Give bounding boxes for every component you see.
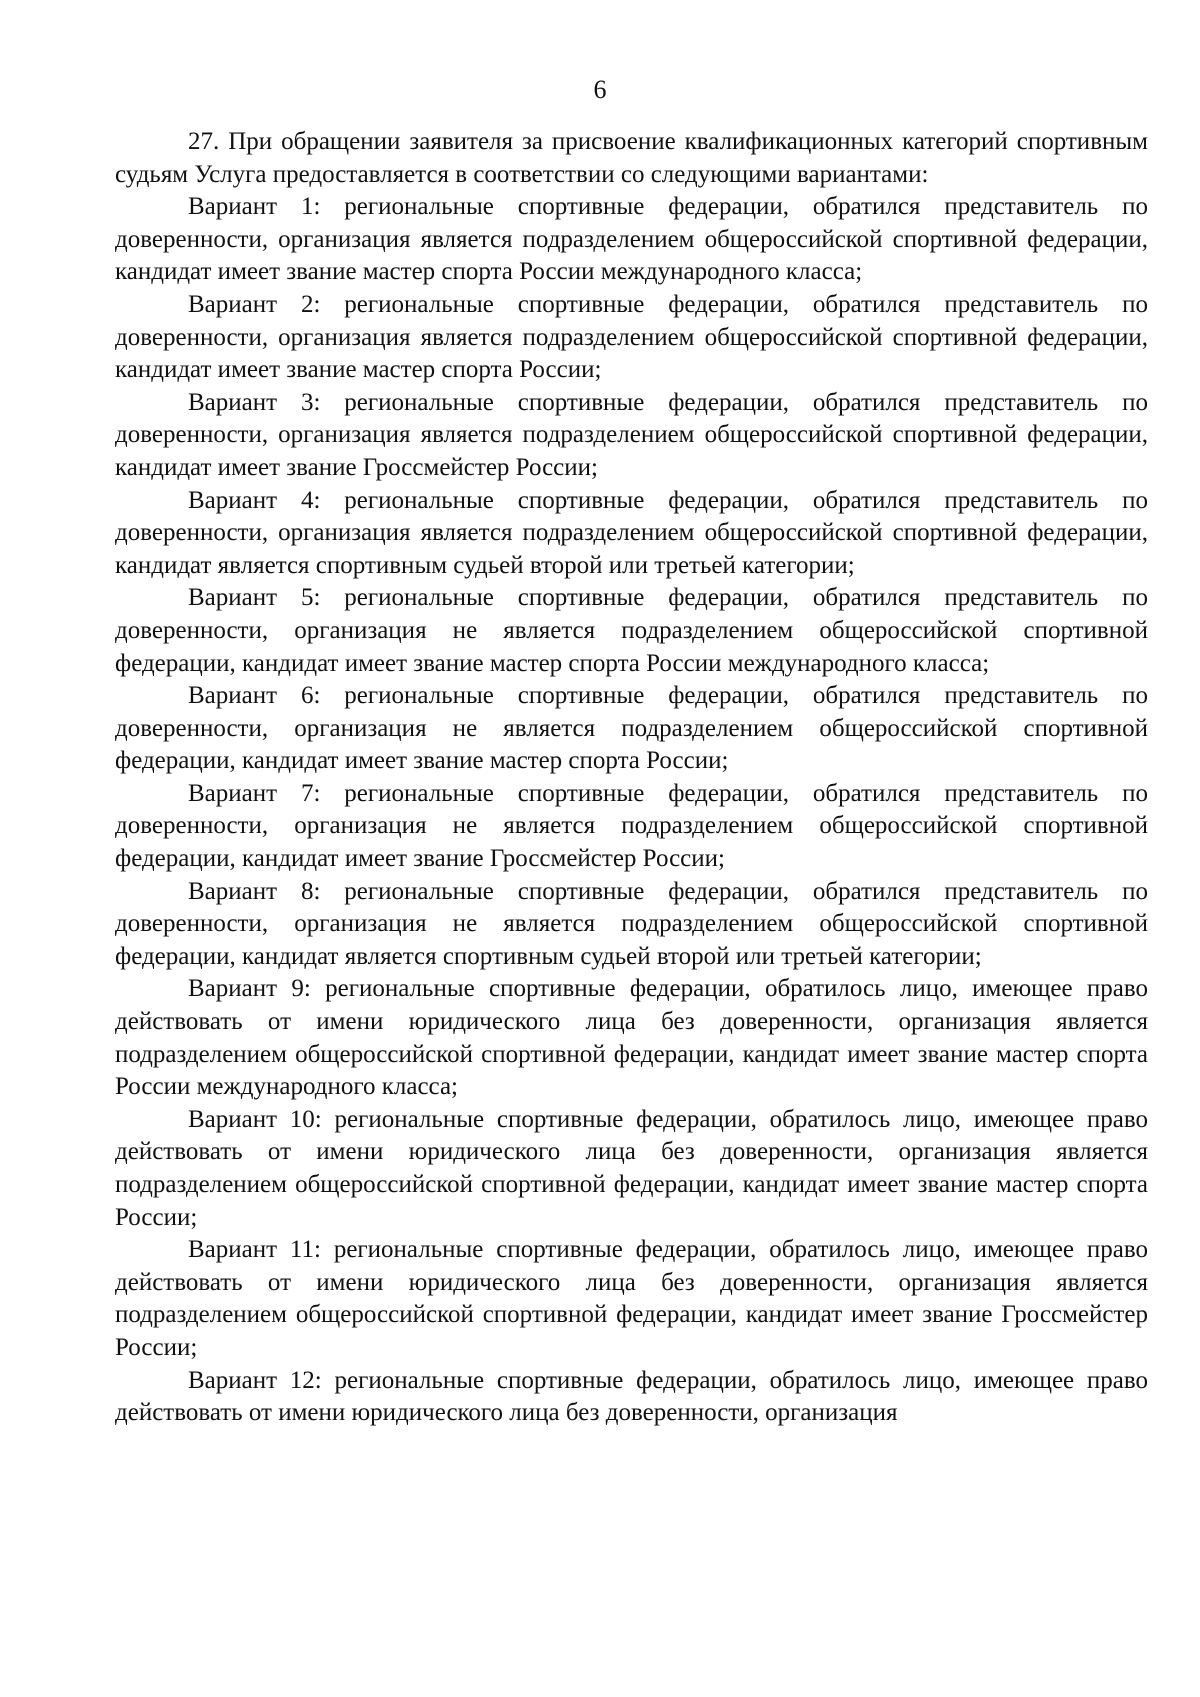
paragraph-variant-5: Вариант 5: региональные спортивные федерации, обратился представитель по доверенности, организация не является подразделением общероссийской спортивной федерации, кандидат имеет звание мастер спорта России международного класса; xyxy=(115,584,1148,677)
document-body xyxy=(115,126,1148,1430)
paragraph-variant-2: Вариант 2: региональные спортивные федерации, обратился представитель по доверенности, организация является подразделением общероссийской спортивной федерации, кандидат имеет звание мастер спорта России; xyxy=(115,290,1148,384)
paragraph-variant-1: Вариант 1: региональные спортивные федерации, обратился представитель по доверенности, организация является подразделением общероссийской спортивной федерации, кандидат имеет звание мастер спорта России международного класса; xyxy=(115,193,1148,286)
paragraph-variant-9: Вариант 9: региональные спортивные федерации, обратилось лицо, имеющее право действовать от имени юридического лица без доверенности, организация является подразделением общероссийской спортивной федерации, кандидат имеет звание мастер спорта России международного класса; xyxy=(115,975,1148,1101)
paragraph-variant-8: Вариант 8: региональные спортивные федерации, обратился представитель по доверенности, организация не является подразделением общероссийской спортивной федерации, кандидат является спортивным судьей второй или третьей категории; xyxy=(115,877,1148,970)
paragraph-variant-7: Вариант 7: региональные спортивные федерации, обратился представитель по доверенности, организация не является подразделением общероссийской спортивной федерации, кандидат имеет звание Гроссмейстер России; xyxy=(115,779,1148,873)
paragraph-variant-10: Вариант 10: региональные спортивные федерации, обратилось лицо, имеющее право действовать от имени юридического лица без доверенности, организация является подразделением общероссийской спортивной федерации, кандидат имеет звание мастер спорта России; xyxy=(115,1105,1148,1231)
paragraph-variant-3: Вариант 3: региональные спортивные федерации, обратился представитель по доверенности, организация является подразделением общероссийской спортивной федерации, кандидат имеет звание Гроссмейстер России; xyxy=(115,388,1148,481)
paragraph-variant-6: Вариант 6: региональные спортивные федерации, обратился представитель по доверенности, организация не является подразделением общероссийской спортивной федерации, кандидат имеет звание мастер спорта России; xyxy=(115,682,1148,775)
paragraph-variant-12: Вариант 12: региональные спортивные федерации, обратилось лицо, имеющее право действовать от имени юридического лица без доверенности, организация xyxy=(115,1366,1148,1427)
paragraph-intro: 27. При обращении заявителя за присвоение квалификационных категорий спортивным судьям Услуга предоставляется в соответствии со следующими вариантами: xyxy=(115,128,1148,188)
paragraph-variant-4: Вариант 4: региональные спортивные федерации, обратился представитель по доверенности, организация является подразделением общероссийской спортивной федерации, кандидат является спортивным судьей второй или третьей категории; xyxy=(115,486,1148,579)
paragraph-variant-11: Вариант 11: региональные спортивные федерации, обратилось лицо, имеющее право действовать от имени юридического лица без доверенности, организация является подразделением общероссийской спортивной федерации, кандидат имеет звание Гроссмейстер России; xyxy=(115,1236,1148,1361)
page-number: 6 xyxy=(593,75,607,104)
